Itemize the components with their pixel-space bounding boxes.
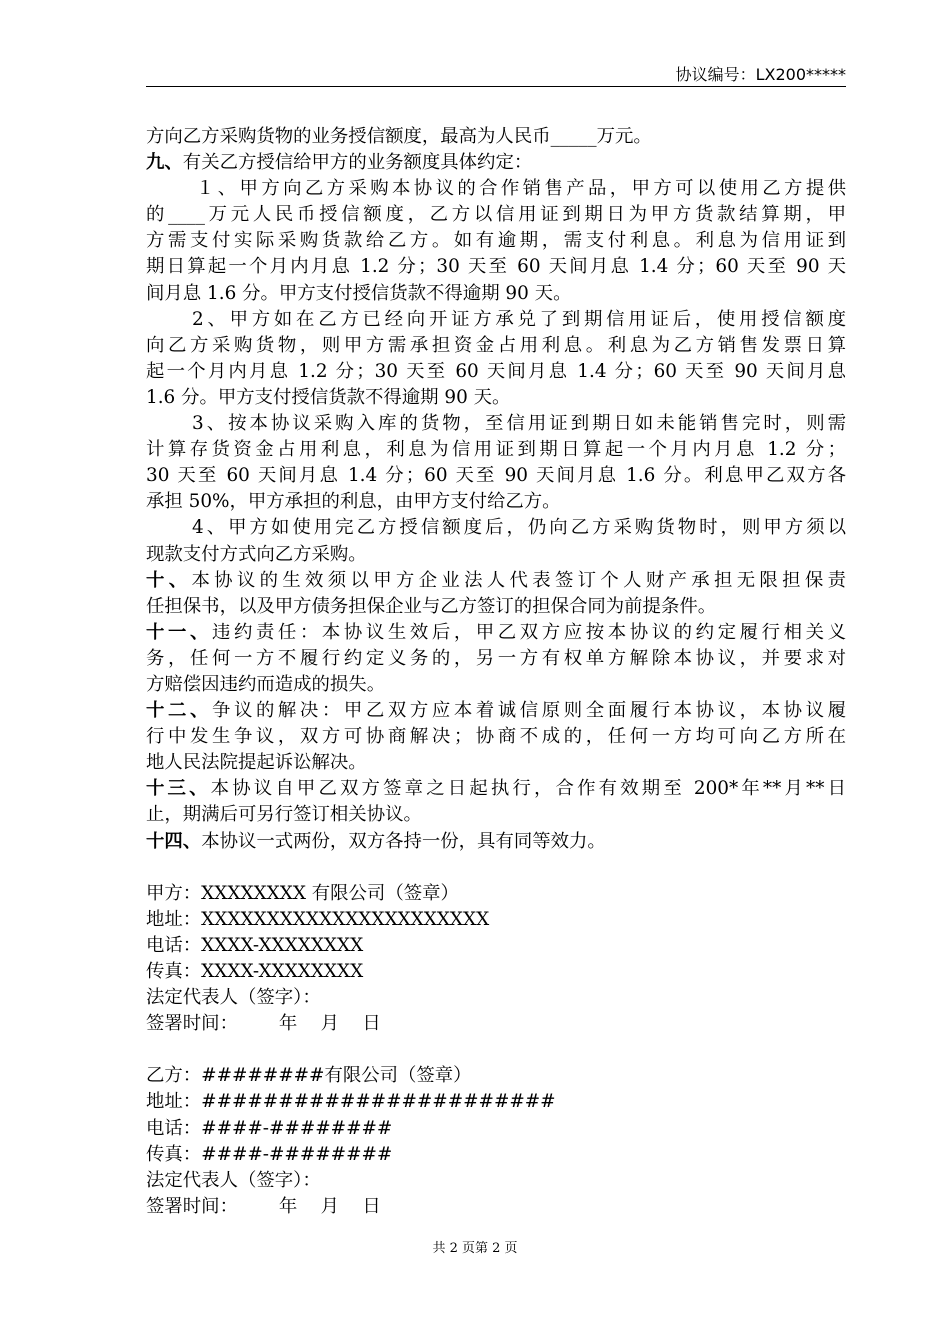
paragraph-line: 向乙方采购货物，则甲方需承担资金占用利息。利息为乙方销售发票日算 xyxy=(146,334,846,356)
party-b-fax: 传真：####-######## xyxy=(146,1143,393,1165)
party-a-phone: 电话：XXXX-XXXXXXXX xyxy=(146,934,364,956)
section-number: 十二、 xyxy=(146,700,212,722)
document-body xyxy=(146,124,846,1220)
section-number: 十三、 xyxy=(146,778,211,800)
party-a-address: 地址：XXXXXXXXXXXXXXXXXXXXXX xyxy=(146,908,490,930)
party-a-fax: 传真：XXXX-XXXXXXXX xyxy=(146,961,364,982)
paragraph-line: 起一个月内月息 1.2 分；30 天至 60 天间月息 1.4 分；60 天至 90 天间月息 xyxy=(146,360,846,382)
party-a-legal-rep: 法定代表人（签字）： xyxy=(146,987,321,1009)
section-12-line: 地人民法院提起诉讼解决。 xyxy=(146,752,367,774)
section-11-line: 十一、违约责任：本协议生效后，甲乙双方应按本协议的约定履行相关义 xyxy=(146,621,846,643)
section-12-line: 十二、争议的解决：甲乙双方应本着诚信原则全面履行本协议，本协议履 xyxy=(146,700,846,722)
section-13-line: 十三、本协议自甲乙双方签章之日起执行，合作有效期至 200*年**月**日 xyxy=(146,778,846,800)
paragraph-line: 2、甲方如在乙方已经向开证方承兑了到期信用证后，使用授信额度 xyxy=(192,308,846,330)
party-b-address: 地址：####################### xyxy=(146,1091,556,1113)
paragraph-line: 计算存货资金占用利息，利息为信用证到期日算起一个月内月息 1.2 分； xyxy=(146,439,846,461)
paragraph-line: 4、甲方如使用完乙方授信额度后，仍向乙方采购货物时，则甲方须以 xyxy=(192,517,846,539)
section-10-line: 任担保书，以及甲方债务担保企业与乙方签订的担保合同为前提条件。 xyxy=(146,595,717,617)
section-14-line: 十四、本协议一式两份，双方各持一份，具有同等效力。 xyxy=(146,830,606,852)
section-11-line: 务，任何一方不履行约定义务的，另一方有权单方解除本协议，并要求对 xyxy=(146,647,846,669)
section-number: 十、 xyxy=(146,569,192,591)
paragraph-line: 现款支付方式向乙方采购。 xyxy=(146,543,367,565)
agreement-number: 协议编号：LX200***** xyxy=(675,65,846,84)
paragraph-line: 的____万元人民币授信额度，乙方以信用证到期日为甲方货款结算期，甲 xyxy=(146,204,846,226)
party-b-name: 乙方：########有限公司（签章） xyxy=(146,1065,472,1087)
section-number: 十一、 xyxy=(146,621,212,643)
section-number: 九、 xyxy=(146,152,183,174)
paragraph-line: 3、按本协议采购入库的货物，至信用证到期日如未能销售完时，则需 xyxy=(192,413,846,435)
party-b-legal-rep: 法定代表人（签字）： xyxy=(146,1169,321,1191)
section-number: 十四、 xyxy=(146,830,202,852)
party-b-sign-date: 签署时间： 年 月 日 xyxy=(146,1195,381,1217)
paragraph-line: 方向乙方采购货物的业务授信额度，最高为人民币_____万元。 xyxy=(146,126,652,147)
section-11-line: 方赔偿因违约而造成的损失。 xyxy=(146,673,386,695)
paragraph-line: 期日算起一个月内月息 1.2 分；30 天至 60 天间月息 1.4 分；60 天至 90 天 xyxy=(146,256,846,278)
section-heading-9: 九、有关乙方授信给甲方的业务额度具体约定： xyxy=(146,152,533,174)
page-footer: 共 2 页第 2 页 xyxy=(432,1241,518,1256)
paragraph-line: 30 天至 60 天间月息 1.4 分；60 天至 90 天间月息 1.6 分。利息甲乙双方各 xyxy=(146,465,846,487)
party-a-sign-date: 签署时间： 年 月 日 xyxy=(146,1013,381,1035)
section-12-line: 行中发生争议，双方可协商解决；协商不成的，任何一方均可向乙方所在 xyxy=(146,726,846,748)
header-rule xyxy=(146,86,846,87)
party-b-phone: 电话：####-######## xyxy=(146,1117,393,1139)
paragraph-line: 方需支付实际采购货款给乙方。如有逾期，需支付利息。利息为信用证到 xyxy=(146,230,846,252)
section-13-line: 止，期满后可另行签订相关协议。 xyxy=(146,804,422,826)
paragraph-line: 1.6 分。甲方支付授信货款不得逾期 90 天。 xyxy=(146,386,511,408)
party-a-name: 甲方：XXXXXXXX 有限公司（签章） xyxy=(146,882,459,904)
paragraph-line: 承担 50%，甲方承担的利息，由甲方支付给乙方。 xyxy=(146,491,561,513)
paragraph-line: １、甲方向乙方采购本协议的合作销售产品，甲方可以使用乙方提供 xyxy=(196,178,846,200)
section-10-line: 十、本协议的生效须以甲方企业法人代表签订个人财产承担无限担保责 xyxy=(146,569,846,591)
paragraph-line: 间月息 1.6 分。甲方支付授信货款不得逾期 90 天。 xyxy=(146,282,572,304)
